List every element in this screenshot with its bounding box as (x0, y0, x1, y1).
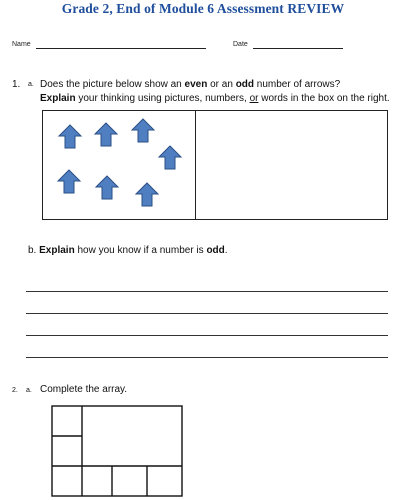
page-title: Grade 2, End of Module 6 Assessment REVIEW (61, 1, 345, 16)
q2a-letter: a. (26, 387, 32, 394)
q1a-answer-box[interactable] (195, 110, 388, 220)
up-arrow-icon (132, 119, 154, 142)
incomplete-array[interactable] (50, 404, 190, 498)
name-field-line[interactable] (36, 48, 206, 49)
q1b-answer-line-3[interactable] (26, 335, 388, 336)
arrow-picture (43, 111, 195, 219)
name-label: Name (12, 41, 31, 48)
q1b-answer-line-2[interactable] (26, 313, 388, 314)
q1a-letter: a. (28, 81, 34, 88)
date-label: Date (233, 41, 248, 48)
up-arrow-icon (95, 123, 117, 146)
array-outline (52, 406, 182, 496)
arrow-picture-box (42, 110, 196, 220)
q2-number: 2. (12, 387, 18, 394)
q1b-prompt: b. Explain how you know if a number is odd. (28, 245, 228, 256)
up-arrow-icon (59, 125, 81, 148)
up-arrow-icon (136, 183, 158, 206)
q1b-answer-line-1[interactable] (26, 291, 388, 292)
q2a-prompt: Complete the array. (40, 384, 128, 395)
up-arrow-icon (58, 170, 80, 193)
up-arrow-icon (96, 176, 118, 199)
q1a-line1: Does the picture below show an even or an odd number of arrows? (40, 79, 341, 90)
q1b-answer-line-4[interactable] (26, 357, 388, 358)
up-arrow-icon (159, 146, 181, 169)
q1-number: 1. (12, 79, 21, 90)
q1a-line2: Explain your thinking using pictures, numbers, or words in the box on the right. (40, 93, 390, 104)
date-field-line[interactable] (253, 48, 343, 49)
